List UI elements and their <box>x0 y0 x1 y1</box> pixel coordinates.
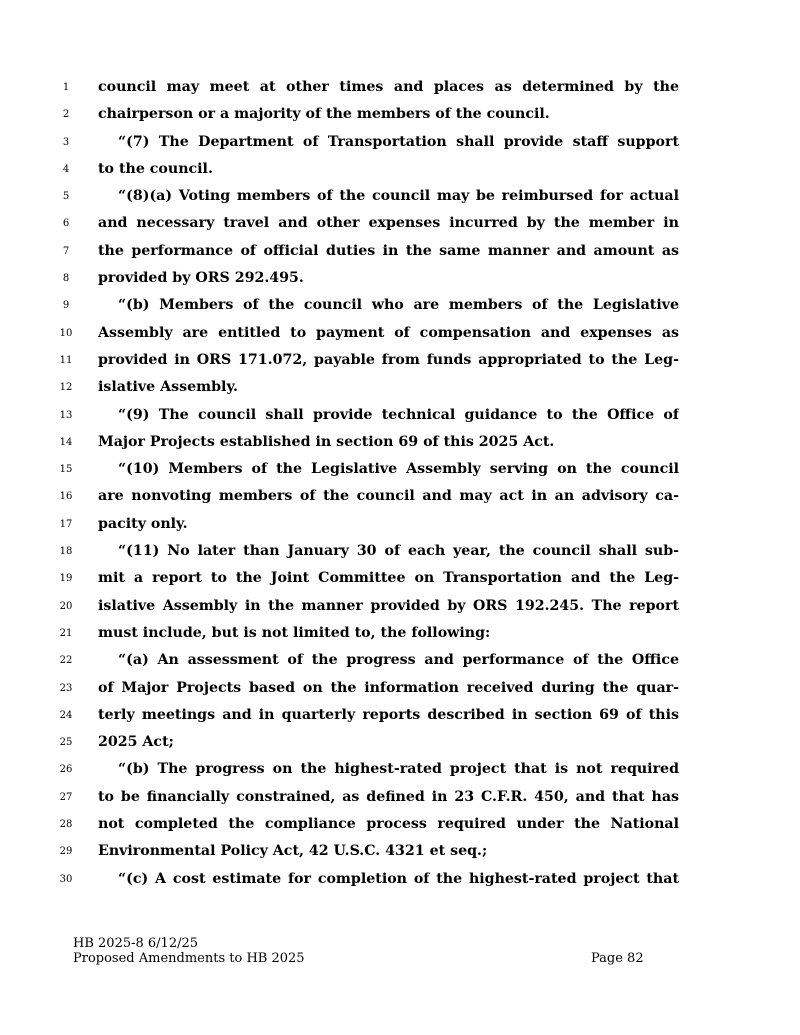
line-number: 13 <box>59 409 73 421</box>
text-line <box>0 811 800 838</box>
bill-text-body <box>0 74 800 893</box>
line-text: islative Assembly. <box>98 379 238 396</box>
line-text: to be financially constrained, as defined in 23 C.F.R. 450, and that has <box>98 788 679 805</box>
text-line <box>0 101 800 128</box>
line-text: the performance of official duties in the same manner and amount as <box>98 242 679 259</box>
line-text: Environmental Policy Act, 42 U.S.C. 4321 et seq.; <box>98 843 488 860</box>
line-text: “(11) No later than January 30 of each year, the council shall sub- <box>118 543 679 560</box>
text-line <box>0 374 800 401</box>
line-number: 15 <box>59 464 73 476</box>
line-number: 17 <box>59 518 73 530</box>
line-number: 23 <box>59 682 73 694</box>
text-line <box>0 593 800 620</box>
text-line <box>0 183 800 210</box>
text-line <box>0 402 800 429</box>
line-number: 22 <box>59 655 73 667</box>
line-text: not completed the compliance process required under the National <box>98 816 679 833</box>
line-number: 30 <box>59 873 73 885</box>
line-text: “(8)(a) Voting members of the council may be reimbursed for actual <box>118 188 679 205</box>
line-number: 1 <box>62 82 70 93</box>
text-line <box>0 238 800 265</box>
line-text: pacity only. <box>98 515 188 532</box>
line-text: “(b) The progress on the highest-rated project that is not required <box>118 761 679 778</box>
text-line <box>0 483 800 510</box>
text-line <box>0 429 800 456</box>
text-line <box>0 74 800 101</box>
line-text: islative Assembly in the manner provided by ORS 192.245. The report <box>98 597 679 614</box>
line-number: 10 <box>59 327 73 339</box>
footer-description: Proposed Amendments to HB 2025 <box>73 951 305 966</box>
text-line <box>0 647 800 674</box>
text-line <box>0 129 800 156</box>
line-text: “(a) An assessment of the progress and performance of the Office <box>118 652 679 669</box>
line-text: terly meetings and in quarterly reports described in section 69 of this <box>98 706 679 723</box>
line-number: 16 <box>59 491 73 503</box>
line-number: 25 <box>59 737 73 749</box>
line-text: provided by ORS 292.495. <box>98 270 304 287</box>
line-number: 12 <box>59 382 73 394</box>
text-line <box>0 511 800 538</box>
line-text: 2025 Act; <box>98 734 174 751</box>
line-number: 7 <box>62 245 70 257</box>
text-line <box>0 456 800 483</box>
text-line <box>0 756 800 783</box>
line-text: “(7) The Department of Transportation shall provide staff support <box>118 133 679 150</box>
line-text: of Major Projects based on the information received during the quar- <box>98 679 679 696</box>
line-text: “(c) A cost estimate for completion of the highest-rated project that <box>118 870 679 887</box>
text-line <box>0 702 800 729</box>
text-line <box>0 265 800 292</box>
line-text: Major Projects established in section 69 of this 2025 Act. <box>98 433 555 450</box>
page-footer <box>73 936 673 966</box>
line-number: 28 <box>59 819 73 831</box>
text-line <box>0 292 800 319</box>
text-line <box>0 210 800 237</box>
line-number: 6 <box>62 218 70 230</box>
line-text: chairperson or a majority of the members of the council. <box>98 106 550 123</box>
line-number: 18 <box>59 546 73 558</box>
line-number: 27 <box>59 791 73 803</box>
line-text: are nonvoting members of the council and may act in an advisory ca- <box>98 488 679 505</box>
line-number: 19 <box>59 573 73 585</box>
line-number: 20 <box>59 600 73 612</box>
line-number: 4 <box>62 163 70 175</box>
line-text: and necessary travel and other expenses incurred by the member in <box>98 215 679 232</box>
text-line <box>0 838 800 865</box>
line-text: mit a report to the Joint Committee on Transportation and the Leg- <box>98 570 679 587</box>
text-line <box>0 156 800 183</box>
line-text: “(10) Members of the Legislative Assembly serving on the council <box>118 461 679 478</box>
text-line <box>0 784 800 811</box>
line-text: to the council. <box>98 160 213 177</box>
line-text: “(b) Members of the council who are members of the Legislative <box>118 297 679 314</box>
text-line <box>0 866 800 893</box>
footer-page-number: Page 82 <box>591 951 644 966</box>
line-number: 24 <box>59 709 73 721</box>
line-number: 9 <box>62 300 70 312</box>
footer-bill-id: HB 2025-8 6/12/25 <box>73 936 199 951</box>
line-number: 11 <box>59 354 73 366</box>
line-text: Assembly are entitled to payment of compensation and expenses as <box>98 324 679 341</box>
text-line <box>0 675 800 702</box>
text-line <box>0 729 800 756</box>
line-text: provided in ORS 171.072, payable from funds appropriated to the Leg- <box>98 351 679 368</box>
line-number: 5 <box>62 191 70 203</box>
text-line <box>0 320 800 347</box>
line-text: must include, but is not limited to, the following: <box>98 624 491 641</box>
text-line <box>0 565 800 592</box>
text-line <box>0 347 800 374</box>
line-number: 26 <box>59 764 73 776</box>
text-line <box>0 538 800 565</box>
line-number: 14 <box>59 436 73 448</box>
line-number: 21 <box>59 627 73 639</box>
line-number: 3 <box>62 136 70 148</box>
line-number: 29 <box>59 846 73 858</box>
text-line <box>0 620 800 647</box>
line-number: 2 <box>62 109 70 121</box>
line-number: 8 <box>62 273 70 285</box>
line-text: “(9) The council shall provide technical guidance to the Office of <box>118 406 679 423</box>
line-text: council may meet at other times and places as determined by the <box>98 79 679 95</box>
